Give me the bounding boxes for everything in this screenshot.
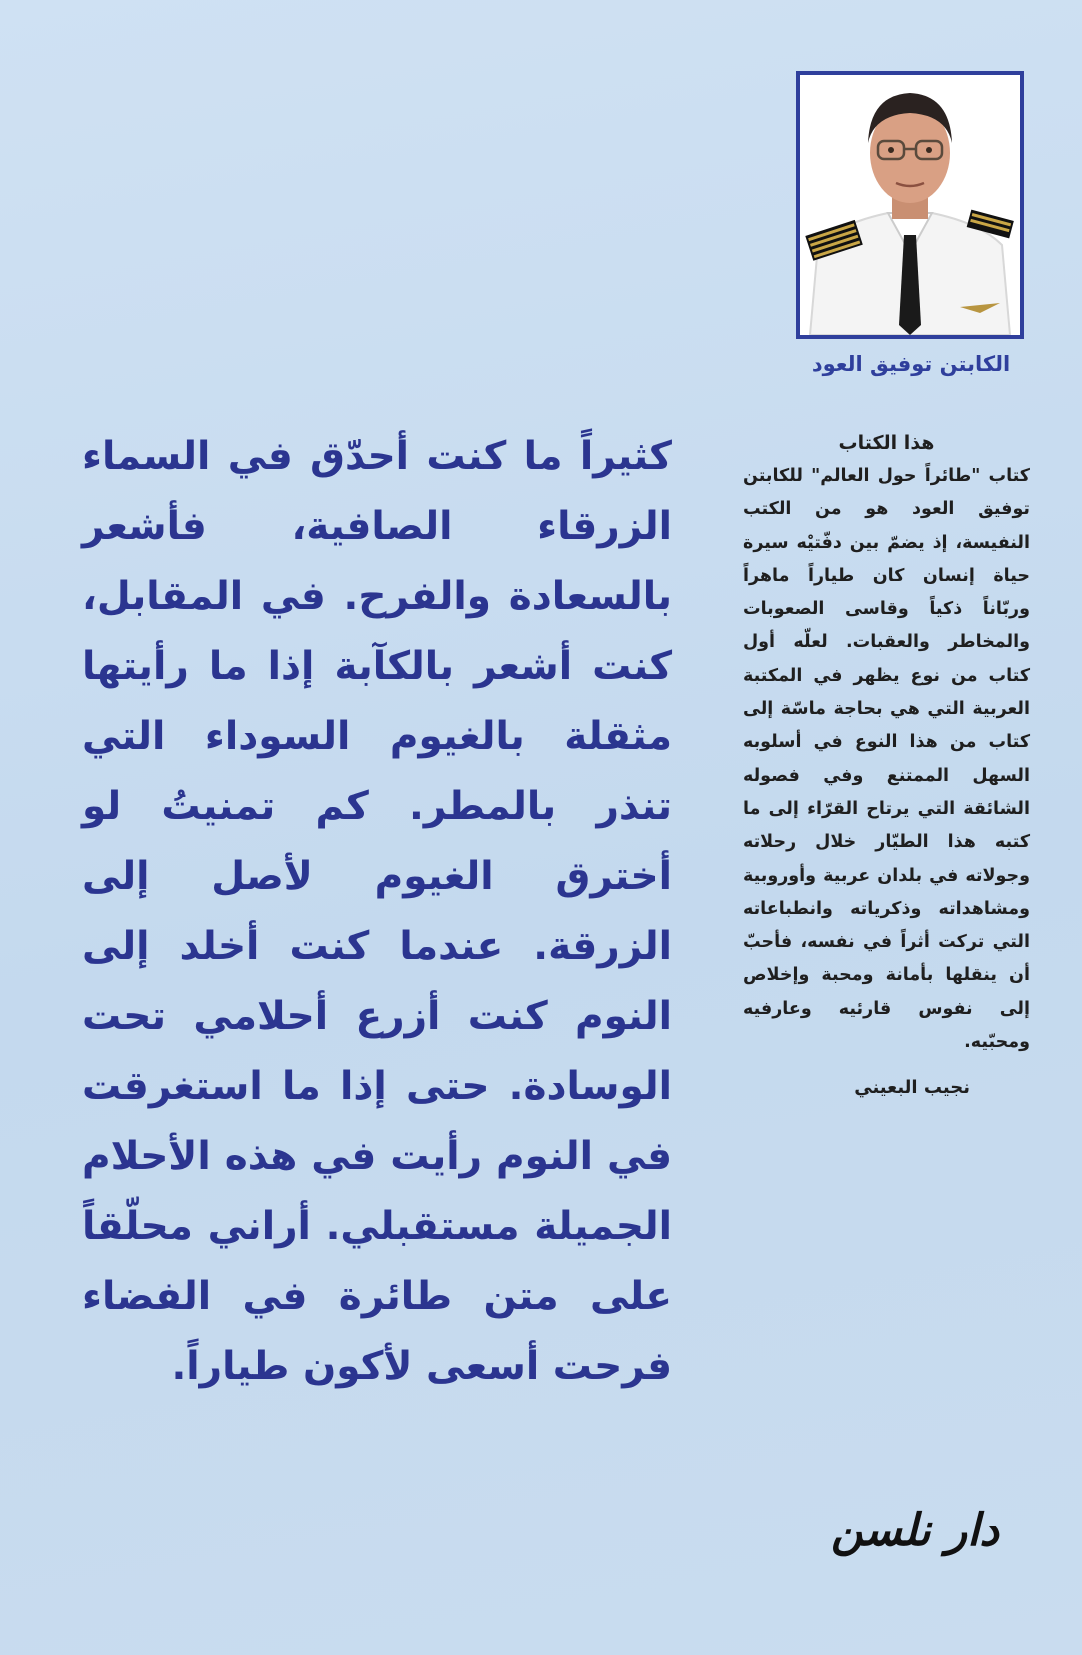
about-book-section [743, 432, 1030, 1098]
author-caption: الكابتن توفيق العود [811, 352, 1011, 376]
about-book-signature: نجيب البعيني [854, 1077, 970, 1099]
author-portrait-icon [800, 75, 1020, 335]
blurb-text: كثيراً ما كنت أحدّق في السماء الزرقاء الصافية، فأشعر بالسعادة والفرح. في المقابل، كنت أشعر بالكآبة إذا ما رأيتها مثقلة بالغيوم السوداء التي تنذر بالمطر. كم تمنيتُ لو أخترق الغيوم لأصل إلى الزرقة. عندما كنت أخلد إلى النوم كنت أزرع أحلامي تحت الوسادة. حتى إذا ما استغرقت في النوم رأيت في هذه الأحلام الجميلة مستقبلي. أراني محلّقاً على متن طائرة في الفضاء فرحت أسعى لأكون طياراً. [82, 434, 672, 1389]
author-photo [796, 71, 1024, 339]
about-book-body: كتاب "طائراً حول العالم" للكابتن توفيق العود هو من الكتب النفيسة، إذ يضمّ بين دفّتيْه سيرة حياة إنسان كان طياراً ماهراً وربّاناً ذكياً وقاسى الصعوبات والمخاطر والعقبات. لعلّه أول كتاب من نوع يظهر في المكتبة العربية التي هي بحاجة ماسّة إلى كتاب من هذا النوع في أسلوبه السهل الممتنع وفي فصوله الشائقة التي يرتاح القرّاء إلى ما كتبه هذا الطيّار خلال رحلاته وجولاته في بلدان عربية وأوروبية ومشاهداته وذكرياته وانطباعاته التي تركت أثراً في نفسه، فأحبّ أن ينقلها بأمانة ومحبة وإخلاص إلى نفوس قارئيه وعارفيه ومحبّيه. [743, 466, 1030, 1053]
publisher-logo: دار نلسن [831, 1505, 999, 1556]
about-book-heading: هذا الكتاب [838, 432, 935, 454]
